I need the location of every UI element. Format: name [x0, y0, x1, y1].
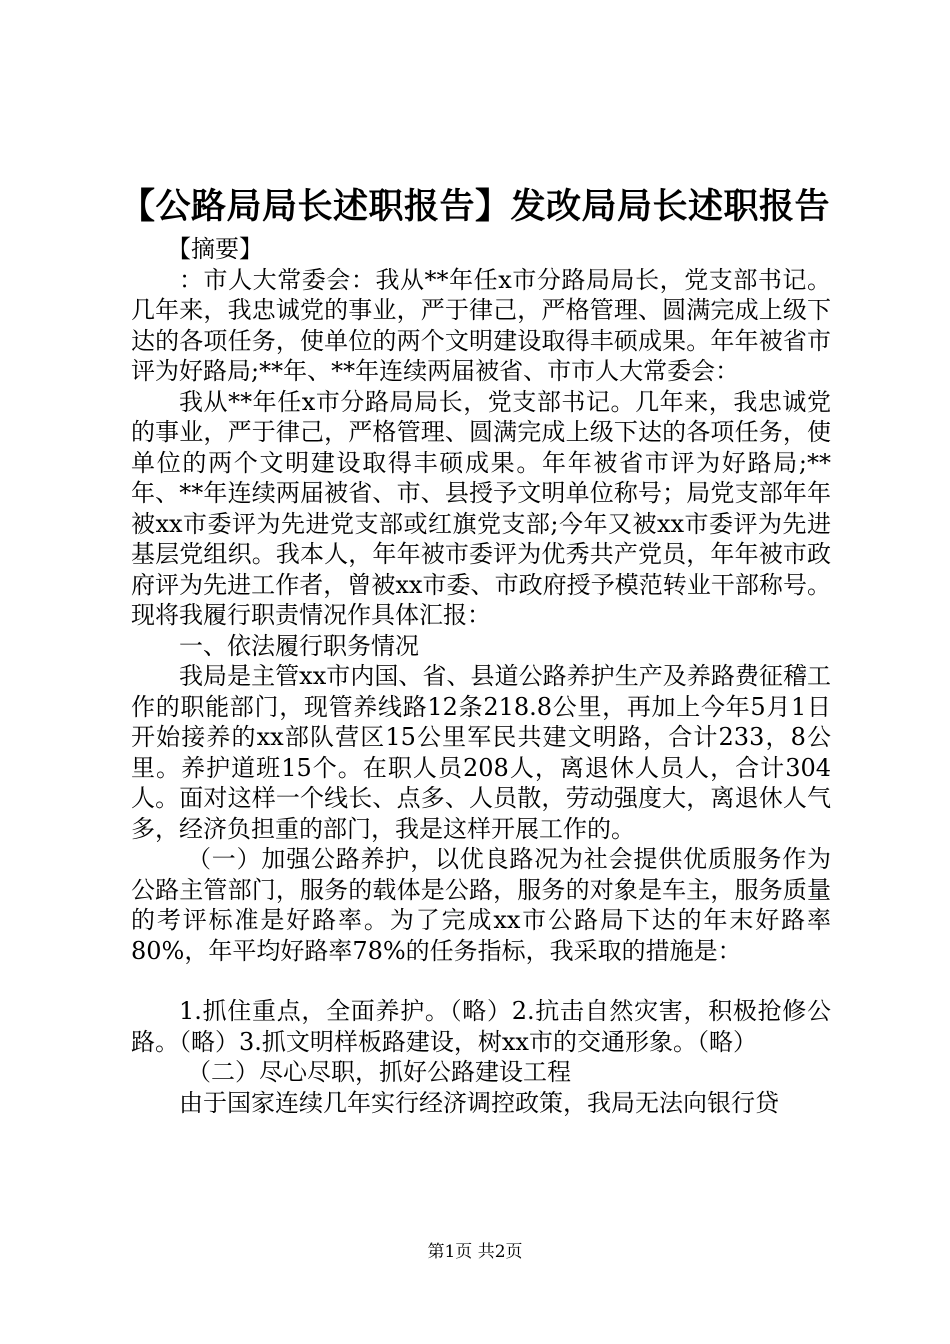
summary-label: 【摘要】	[167, 235, 263, 263]
paragraph-main: 我从**年任x市分路局局长，党支部书记。几年来，我忠诚党的事业，严于律己，严格管理、圆满完成上级下达的各项任务，使单位的两个文明建设取得丰硕成果。年年被省市评为好路局;**年、**年连续两届被省、市、县授予文明单位称号；局党支部年年被xx市委评为先进党支部或红旗党支部;今年又被xx市委评为先进基层党组织。我本人，年年被市委评为优秀共产党员，年年被市政府评为先进工作者，曾被xx市委、市政府授予模范转业干部称号。现将我履行职责情况作具体汇报：	[131, 387, 831, 629]
section-heading-1: 一、依法履行职务情况	[179, 631, 419, 660]
paragraph-subsection-2: 由于国家连续几年实行经济调控政策，我局无法向银行贷	[179, 1088, 779, 1117]
subsection-2-heading: （二）尽心尽职，抓好公路建设工程	[187, 1058, 571, 1086]
paragraph-section-1: 我局是主管xx市内国、省、县道公路养护生产及养路费征稽工作的职能部门，现管养线路12条218.8公里，再加上今年5月1日开始接养的xx部队营区15公里军民共建文明路，合计233，8公里。养护道班15个。在职人员208人，离退休人员人，合计304人。面对这样一个线长、点多、人员散，劳动强度大，离退休人气多，经济负担重的部门，我是这样开展工作的。	[131, 662, 831, 843]
document-title: 【公路局局长述职报告】发改局局长述职报告	[119, 187, 830, 227]
paragraph-measures: 1.抓住重点，全面养护。（略）2.抗击自然灾害，积极抢修公路。（略）3.抓文明样板路建设，树xx市的交通形象。（略）	[131, 997, 831, 1056]
paragraph-intro: ：市人大常委会：我从**年任x市分路局局长，党支部书记。几年来，我忠诚党的事业，严于律己，严格管理、圆满完成上级下达的各项任务，使单位的两个文明建设取得丰硕成果。年年被省市评为好路局;**年、**年连续两届被省、市市人大常委会：	[131, 265, 831, 385]
document-body	[131, 234, 831, 1118]
subsection-1: （一）加强公路养护，以优良路况为社会提供优质服务作为公路主管部门，服务的载体是公路，服务的对象是车主，服务质量的考评标准是好路率。为了完成xx市公路局下达的年末好路率80%，年平均好路率78%的任务指标，我采取的措施是：	[131, 845, 831, 965]
page-number: 第1页 共2页	[427, 1242, 523, 1262]
